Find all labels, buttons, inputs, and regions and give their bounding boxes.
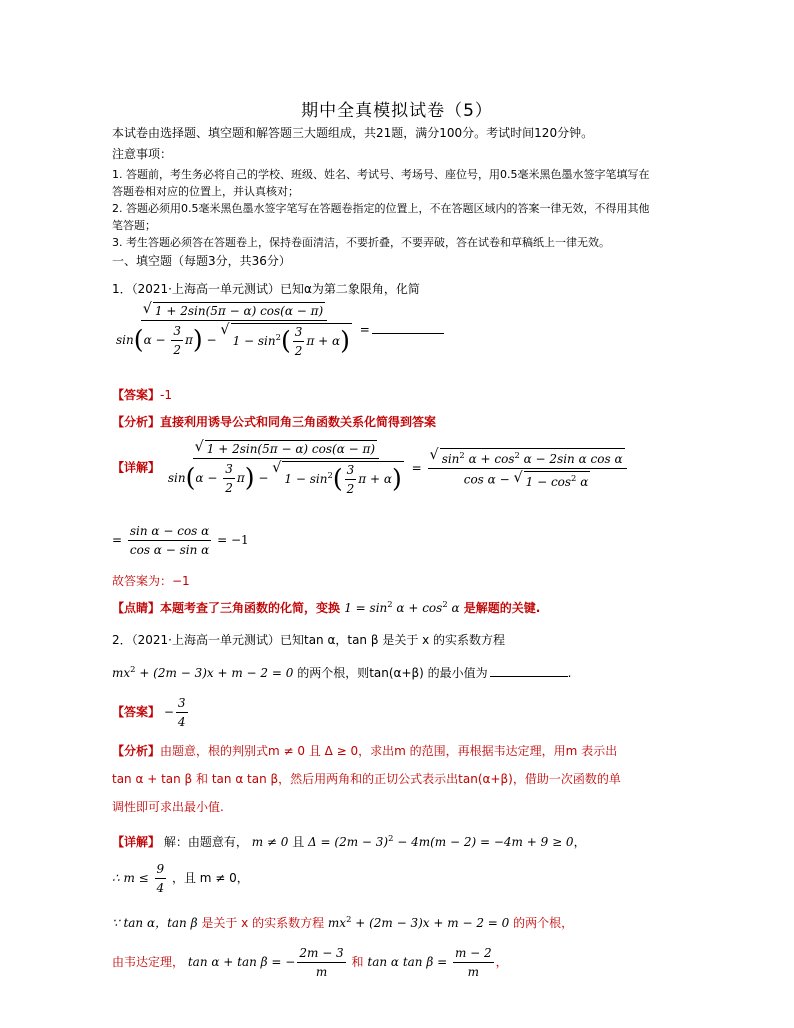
q1-detail: 【详解】 √ 1 + 2sin(5π − α) cos(α − π) sin(α − $\frac{3}{2}$ π) − √ $1 - \sin^2$( $\frac{3}{2}$ π + α) = √ $\sin^2 \alpha + \cos^2 \alpha - 2\sin$ α cos α cos α − √ $1 - \cos^2 \alpha$: [112, 440, 629, 496]
q1-result: 故答案为：−1: [112, 574, 190, 588]
notice-1-cont: 答题卷相对应的位置上，并认真核对；: [112, 185, 299, 198]
q1-answer: 【答案】-1: [112, 388, 172, 402]
q2-vieta: 由韦达定理， tan α + tan β = − $\frac{2m - 3}{m}$ 和 tan α tan β = $\frac{m - 2}{m}$ ，: [112, 946, 508, 979]
q1-expression: √ 1 + 2sin(5π − α) cos(α − π) sin(α − $\frac{3}{2}$ π) − √ $1 - \sin^2$( $\frac{3}{2}$ π + α) =: [112, 302, 444, 358]
q1-analysis: 【分析】直接利用诱导公式和同角三角函数关系化简得到答案: [112, 415, 437, 429]
section-heading: 一、填空题（每题3分，共36分）: [112, 254, 291, 268]
page-title: 期中全真模拟试卷（5）: [301, 101, 493, 121]
q2-analysis-2: tan α + tan β 和 tan α tan β，然后用两角和的正切公式表示出tan(α+β)，借助一次函数的单: [112, 772, 621, 786]
notice-1: 1. 答题前，考生务必将自己的学校、班级、姓名、考试号、考场号、座位号，用0.5毫米黑色墨水签字笔填写在: [112, 168, 650, 181]
intro-text: 本试卷由选择题、填空题和解答题三大题组成，共21题，满分100分。考试时间120分钟。: [112, 126, 594, 140]
q2-detail: 【详解】 解：由题意有， m ≠ 0 且 $\Delta = (2m - 3)^2 - 4m(m - 2) = -4m + 9 \ge 0$，: [112, 833, 586, 849]
q2-stem-1: 2．（2021·上海高一单元测试）已知tan α，tan β 是关于 x 的实系数方程: [112, 633, 506, 647]
notice-2: 2. 答题必须用0.5毫米黑色墨水签字笔写在答题卷指定的位置上，不在答题区域内的答案一律无效，不得用其他: [112, 202, 650, 215]
q2-answer: 【答案】 − $\frac{3}{4}$: [112, 696, 186, 729]
q1-comment: 【点睛】本题考查了三角函数的化简，变换 $1 = \sin^2 \alpha + \cos^2 \alpha$ 是解题的关键.: [112, 599, 541, 615]
notice-3: 3. 考生答题必须答在答题卷上，保持卷面清洁，不要折叠，不要弄破，答在试卷和草稿纸上一律无效。: [112, 236, 610, 249]
q1-stem: 1．（2021·上海高一单元测试）已知α为第二象限角，化简: [112, 282, 420, 296]
q2-because: ∵ tan α，tan β 是关于 x 的实系数方程 $mx^2 + (2m - 3)x + m - 2 = 0$ 的两个根，: [112, 914, 574, 930]
q2-therefore: ∴ m ≤ $\frac{9}{4}$ ，且 m ≠ 0，: [112, 862, 249, 895]
q1-simplification: = $\frac{\text{sin α − cos α}}{\text{cos α − sin α}}$ = −1: [112, 524, 249, 557]
q2-analysis-3: 调性即可求出最小值.: [112, 800, 224, 814]
notice-2-cont: 笔答题；: [112, 219, 156, 232]
q2-stem-2: $mx^2 + (2m - 3)x + m - 2 = 0$ 的两个根，则tan(α+β) 的最小值为 .: [112, 664, 572, 680]
notice-heading: 注意事项：: [112, 147, 173, 161]
q2-analysis-1: 【分析】由题意，根的判别式m ≠ 0 且 Δ ≥ 0，求出m 的范围，再根据韦达定理，用m 表示出: [112, 744, 618, 758]
